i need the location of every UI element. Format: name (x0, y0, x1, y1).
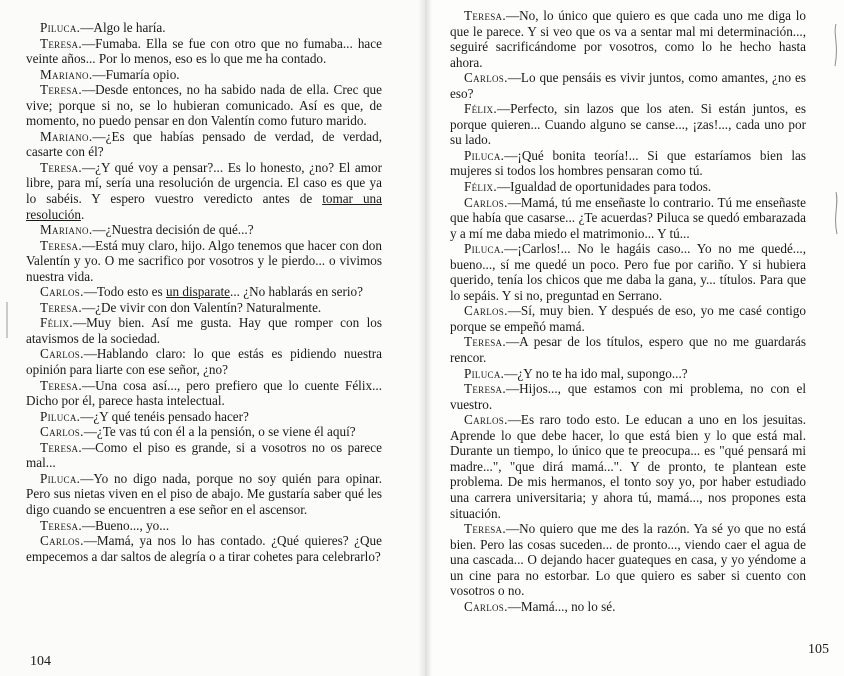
speaker-name: Piluca. (40, 408, 81, 424)
dialogue-paragraph (26, 409, 382, 425)
speaker-name: Teresa. (40, 82, 82, 98)
dialogue-text: —Muy bien. Así me gusta. Hay que romper con los atavismos de la sociedad. (26, 315, 382, 346)
dialogue-paragraph (26, 222, 382, 238)
dialogue-text: —¡Carlos!... No le hagáis caso... Yo no me quedé..., bueno..., sí me quedé un poco. Pero fue por cariño. Y si hubiera querido, tenía los chicos que me daba la gana, y... títulos. Para que lo sepáis. Y si no, preguntad en Serrano. (450, 241, 806, 303)
pencil-mark-icon (2, 300, 12, 340)
dialogue-text: —Lo que pensáis es vivir juntos, como amantes, ¿no es eso? (450, 70, 806, 101)
dialogue-paragraph (26, 440, 382, 471)
right-page-text (450, 8, 806, 614)
speaker-name: Carlos. (464, 303, 508, 319)
dialogue-text: —Desde entonces, no ha sabido nada de ella. Crec que vive; porque si no, se lo hubieran comunicado. Así es que, de momento, no puedo pensar en don Valentín como futuro marido. (26, 82, 382, 129)
speaker-name: Piluca. (40, 20, 81, 35)
speaker-name: Félix. (464, 179, 497, 195)
speaker-name: Piluca. (464, 241, 505, 257)
dialogue-paragraph (26, 20, 382, 36)
dialogue-text: —¿Te vas tú con él a la pensión, o se viene él aquí? (83, 424, 356, 440)
speaker-name: Carlos. (40, 346, 84, 362)
dialogue-paragraph (450, 195, 806, 242)
speaker-name: Mariano. (40, 222, 93, 238)
dialogue-paragraph (26, 284, 382, 300)
underlined-text: un disparate (165, 284, 231, 300)
dialogue-text: —¡Qué bonita teoría!... Si que estaríamos bien las mujeres si todos los hombres pensaran como tú. (450, 147, 806, 179)
dialogue-text: —¿Nuestra decisión de qué...? (92, 222, 254, 238)
pencil-mark-icon (830, 22, 842, 68)
speaker-name: Carlos. (464, 194, 508, 210)
speaker-name: Félix. (40, 315, 73, 331)
dialogue-text: —Está muy claro, hijo. Algo tenemos que hacer con don Valentín y yo. O me sacrifico por vosotros y le pierdo... o vivimos nuestra vida. (26, 237, 382, 284)
dialogue-text: —¿Y no te ha ido mal, supongo...? (504, 365, 688, 381)
dialogue-paragraph (450, 70, 806, 101)
dialogue-text: —Perfecto, sin lazos que los aten. Si están juntos, es porque quieren... Cuando alguno se canse..., ¡zas!..., cada uno por su lado. (450, 101, 806, 148)
dialogue-text: —Una cosa así..., pero prefiero que lo cuente Félix... Dicho por él, parece hasta intelectual. (26, 377, 382, 409)
dialogue-paragraph (450, 101, 806, 148)
dialogue-text-continued: ... ¿No hablarás en serio? (230, 284, 363, 300)
dialogue-text: —Fumaría opio. (92, 66, 180, 82)
dialogue-paragraph (450, 241, 806, 303)
dialogue-text: —Hablando claro: lo que estás es pidiendo nuestra opinión para liarte con ese señor, ¿no? (26, 346, 382, 378)
speaker-name: Mariano. (40, 128, 93, 144)
dialogue-paragraph (26, 160, 382, 222)
dialogue-text: —Sí, muy bien. Y después de eso, yo me casé contigo porque se empeñó mamá. (450, 303, 806, 334)
dialogue-paragraph (26, 36, 382, 67)
dialogue-paragraph (450, 366, 806, 382)
speaker-name: Piluca. (40, 470, 81, 486)
dialogue-text: —Todo esto es (83, 284, 166, 300)
underlined-text: tomar una resolución (26, 191, 382, 222)
speaker-name: Mariano. (40, 66, 93, 82)
dialogue-paragraph (450, 599, 806, 615)
dialogue-text: —Yo no digo nada, porque no soy quién para opinar. Pero sus nietas viven en el piso de abajo. Me gustaría saber qué les digo cuando se encuentren a ese señor en el ascensor. (26, 470, 382, 517)
pencil-mark-icon (830, 190, 842, 236)
dialogue-paragraph (26, 378, 382, 409)
dialogue-text: —¿De vivir con don Valentín? Naturalmente. (81, 299, 322, 315)
dialogue-paragraph (450, 148, 806, 179)
dialogue-text: —Mamá..., no lo sé. (507, 598, 616, 614)
dialogue-text: —¿Y qué voy a pensar?... Es lo honesto, ¿no? El amor libre, para mí, sería una resolución de urgencia. El caso es que ya lo sabéis. Y espero vuestro veredicto antes de (26, 159, 382, 207)
dialogue-text: —¿Es que habías pensado de verdad, de verdad, casarte con él? (26, 128, 382, 160)
dialogue-text: —No, lo único que quiero es que cada uno me diga lo que le parece. Y si veo que os va a sentar mal mi determinación..., seguiré sacrificándome por vosotros, como lo he hecho hasta ahora. (450, 8, 806, 70)
dialogue-paragraph (26, 315, 382, 346)
dialogue-paragraph (450, 303, 806, 334)
dialogue-paragraph (26, 67, 382, 83)
dialogue-paragraph (450, 381, 806, 412)
speaker-name: Carlos. (40, 284, 84, 300)
dialogue-text: —Como el piso es grande, si a vosotros no os parece mal... (26, 439, 382, 471)
dialogue-paragraph (26, 518, 382, 534)
dialogue-paragraph (26, 129, 382, 160)
speaker-name: Teresa. (464, 521, 506, 537)
dialogue-paragraph (26, 82, 382, 129)
page-number-left: 104 (30, 654, 51, 669)
dialogue-text: —Hijos..., que estamos con mi problema, no con el vuestro. (450, 381, 806, 412)
dialogue-text: —Igualdad de oportunidades para todos. (496, 179, 712, 195)
speaker-name: Teresa. (40, 159, 82, 175)
dialogue-text: —A pesar de los títulos, espero que no me guardarás rencor. (450, 334, 806, 366)
book-gutter (418, 0, 432, 676)
speaker-name: Piluca. (464, 365, 505, 381)
dialogue-paragraph (26, 471, 382, 518)
right-page (424, 0, 844, 676)
dialogue-text: —Fumaba. Ella se fue con otro que no fumaba... hace veinte años... Por lo menos, eso es lo que me ha contado. (26, 35, 382, 67)
dialogue-text: —Bueno..., yo... (81, 517, 170, 533)
speaker-name: Teresa. (464, 8, 506, 23)
dialogue-paragraph (26, 533, 382, 564)
dialogue-text: —Mamá, ya nos lo has contado. ¿Qué quieres? ¿Que empecemos a dar saltos de alegría o a tirar cohetes para celebrarlo? (26, 533, 382, 564)
speaker-name: Teresa. (40, 237, 82, 253)
speaker-name: Teresa. (464, 334, 506, 350)
speaker-name: Teresa. (40, 439, 82, 455)
dialogue-text: —Mamá, tú me enseñaste lo contrario. Tú me enseñaste que había que casarse... ¿Te acuerdas? Piluca se quedó embarazada y a mí me daba miedo el matrimonio... Y tú... (450, 194, 806, 241)
dialogue-text: —Algo le haría. (80, 20, 166, 35)
speaker-name: Teresa. (40, 299, 82, 315)
dialogue-paragraph (26, 238, 382, 285)
speaker-name: Carlos. (464, 412, 508, 428)
speaker-name: Carlos. (40, 533, 84, 549)
speaker-name: Carlos. (464, 70, 508, 86)
dialogue-text-continued: . (80, 206, 85, 222)
dialogue-text: —Es raro todo esto. Le educan a uno en los jesuitas. Aprende lo que debe hacer, lo que está bien y lo que está mal. Durante un tiempo, lo único que te preocupa... es "qué pensará mi madre...", "que dirá mamá...". Y de pronto, te plantean este problema. De mis hermanos, el tonto soy yo, por haber estudiado una carrera universitaria; y ahora tú, mamá..., nos propones esta situación. (450, 412, 806, 521)
speaker-name: Teresa. (40, 377, 82, 393)
dialogue-text: —No quiero que me des la razón. Ya sé yo que no está bien. Pero las cosas suceden... de pronto..., viendo caer el agua de una cascada... O dejando hacer guateques en casa, y yo yéndome a un cine para no estorbar. Lo que quiero es saber si cuento con vosotros o no. (450, 521, 806, 599)
dialogue-paragraph (26, 300, 382, 316)
speaker-name: Teresa. (464, 381, 506, 397)
speaker-name: Félix. (464, 101, 497, 117)
speaker-name: Teresa. (40, 517, 82, 533)
dialogue-paragraph (450, 8, 806, 70)
dialogue-paragraph (450, 412, 806, 521)
speaker-name: Piluca. (464, 147, 505, 163)
speaker-name: Carlos. (40, 424, 84, 440)
dialogue-text: —¿Y qué tenéis pensado hacer? (80, 408, 249, 424)
dialogue-paragraph (450, 334, 806, 365)
dialogue-paragraph (450, 179, 806, 195)
page-number-right: 105 (808, 642, 829, 657)
dialogue-paragraph (26, 346, 382, 377)
dialogue-paragraph (26, 424, 382, 440)
speaker-name: Carlos. (464, 598, 508, 614)
dialogue-paragraph (450, 521, 806, 599)
speaker-name: Teresa. (40, 35, 82, 51)
left-page-text (26, 20, 382, 564)
